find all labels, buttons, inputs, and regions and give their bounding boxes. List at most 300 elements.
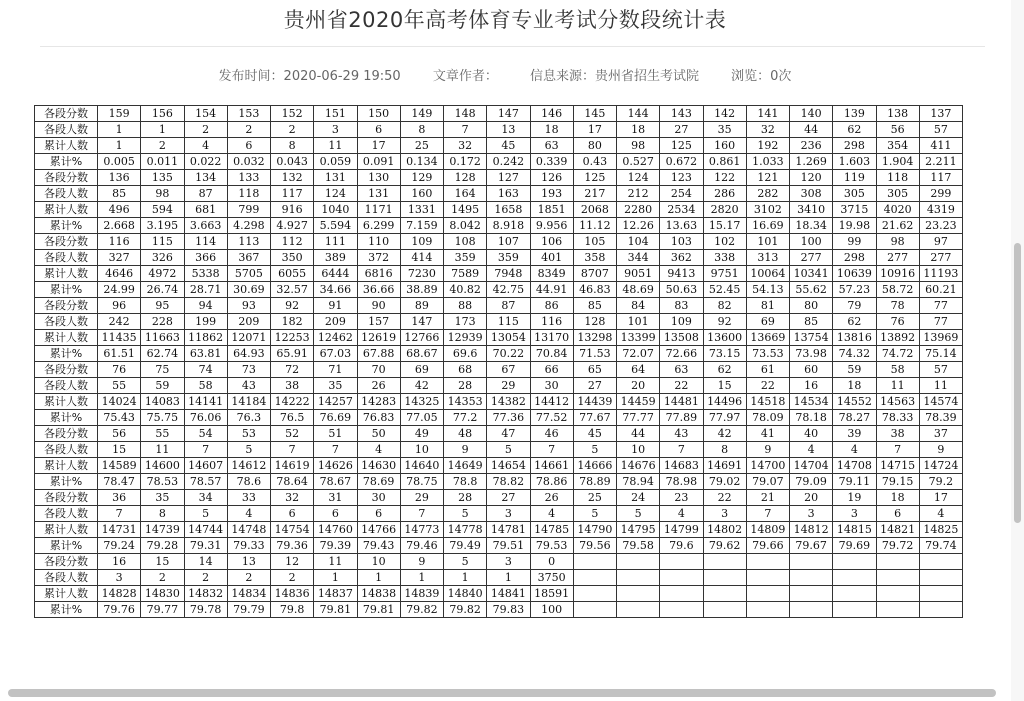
table-cell: 21 [746,490,789,506]
table-cell: 29 [487,378,530,394]
table-cell: 0.339 [530,154,573,170]
table-cell: 32 [444,138,487,154]
table-cell: 14773 [400,522,443,538]
table-cell: 79.74 [919,538,962,554]
table-cell: 3 [790,506,833,522]
table-cell: 681 [184,202,227,218]
table-cell: 0.043 [271,154,314,170]
table-cell: 254 [660,186,703,202]
table-cell: 313 [746,250,789,266]
table-cell: 77.97 [703,410,746,426]
table-cell: 8 [141,506,184,522]
table-cell: 163 [487,186,530,202]
table-cell: 298 [833,250,876,266]
row-label: 累计人数 [35,138,98,154]
table-cell: 67.03 [314,346,357,362]
table-cell: 72 [271,362,314,378]
table-cell: 39 [833,426,876,442]
table-cell: 61 [746,362,789,378]
table-cell: 6 [314,506,357,522]
table-cell: 12071 [227,330,270,346]
table-cell: 14325 [400,394,443,410]
table-cell: 144 [617,106,660,122]
table-cell: 92 [271,298,314,314]
score-row [35,298,963,314]
table-cell [573,554,616,570]
table-cell: 77.52 [530,410,573,426]
table-cell: 13600 [703,330,746,346]
table-cell: 14563 [876,394,919,410]
table-cell: 13969 [919,330,962,346]
table-cell: 2 [141,570,184,586]
table-cell: 14649 [444,458,487,474]
table-cell: 157 [357,314,400,330]
table-cell: 11435 [98,330,141,346]
table-cell: 22 [660,378,703,394]
table-cell: 99 [833,234,876,250]
table-cell: 81 [746,298,789,314]
table-cell: 109 [400,234,443,250]
table-cell: 20 [617,378,660,394]
table-cell: 19 [833,490,876,506]
table-cell: 116 [98,234,141,250]
table-cell: 1 [141,122,184,138]
table-cell: 13 [487,122,530,138]
table-cell: 98 [141,186,184,202]
horizontal-scrollbar[interactable] [8,689,996,697]
table-cell: 12462 [314,330,357,346]
table-cell: 153 [227,106,270,122]
table-cell: 151 [314,106,357,122]
table-cell: 152 [271,106,314,122]
info-source: 信息来源：贵州省招生考试院 [530,69,700,84]
table-cell: 228 [141,314,184,330]
table-cell [876,554,919,570]
table-cell: 14724 [919,458,962,474]
row-label: 各段人数 [35,250,98,266]
table-cell: 54.13 [746,282,789,298]
table-cell: 10 [617,442,660,458]
table-cell: 0.032 [227,154,270,170]
table-cell: 42 [400,378,443,394]
table-cell: 79.46 [400,538,443,554]
table-cell: 79.07 [746,474,789,490]
table-cell: 35 [703,122,746,138]
table-cell: 88 [444,298,487,314]
table-cell: 80 [790,298,833,314]
table-cell: 4.298 [227,218,270,234]
table-cell: 124 [314,186,357,202]
table-cell: 4 [660,506,703,522]
table-cell: 79.02 [703,474,746,490]
table-cell: 148 [444,106,487,122]
table-cell: 14828 [98,586,141,602]
table-cell: 78.75 [400,474,443,490]
table-cell: 1 [400,570,443,586]
table-cell: 98 [617,138,660,154]
row-label: 累计% [35,282,98,298]
table-cell: 9 [919,442,962,458]
table-cell: 62 [703,362,746,378]
table-cell: 79.36 [271,538,314,554]
table-cell: 13508 [660,330,703,346]
table-cell: 156 [141,106,184,122]
table-cell: 4020 [876,202,919,218]
table-cell [919,554,962,570]
table-cell: 105 [573,234,616,250]
table-cell: 147 [487,106,530,122]
table-cell: 78.18 [790,410,833,426]
table-cell: 7 [98,506,141,522]
table-cell: 111 [314,234,357,250]
table-cell: 87 [487,298,530,314]
table-cell: 9.956 [530,218,573,234]
percent-row [35,218,963,234]
table-cell: 77.36 [487,410,530,426]
table-cell: 26 [357,378,400,394]
table-cell: 14574 [919,394,962,410]
table-cell: 8.042 [444,218,487,234]
count-row [35,122,963,138]
table-cell: 78.39 [919,410,962,426]
table-cell: 61.51 [98,346,141,362]
table-cell: 182 [271,314,314,330]
count-row [35,378,963,394]
table-cell: 9751 [703,266,746,282]
table-cell: 12766 [400,330,443,346]
table-cell: 3715 [833,202,876,218]
table-cell: 6816 [357,266,400,282]
row-label: 各段人数 [35,442,98,458]
table-cell [660,602,703,618]
table-cell: 42.75 [487,282,530,298]
table-cell: 50.63 [660,282,703,298]
table-cell: 199 [184,314,227,330]
row-label: 累计人数 [35,202,98,218]
table-cell: 9413 [660,266,703,282]
table-cell: 77 [919,314,962,330]
table-cell: 52.45 [703,282,746,298]
table-cell: 2280 [617,202,660,218]
table-cell: 799 [227,202,270,218]
table-cell: 0.011 [141,154,184,170]
table-cell: 3 [487,554,530,570]
table-cell: 916 [271,202,314,218]
table-cell: 59 [833,362,876,378]
table-cell: 95 [141,298,184,314]
table-cell: 91 [314,298,357,314]
table-cell: 58 [876,362,919,378]
table-cell: 139 [833,106,876,122]
table-cell: 6 [876,506,919,522]
table-cell: 1040 [314,202,357,218]
table-cell: 20 [790,490,833,506]
table-cell [919,586,962,602]
table-cell: 58 [184,378,227,394]
table-cell: 14654 [487,458,530,474]
table-cell: 46.83 [573,282,616,298]
table-cell: 106 [530,234,573,250]
table-cell [790,602,833,618]
table-cell: 282 [746,186,789,202]
table-cell: 78.64 [271,474,314,490]
table-cell: 11 [314,554,357,570]
table-cell: 119 [833,170,876,186]
table-cell: 0.861 [703,154,746,170]
table-cell: 15 [98,442,141,458]
table-cell: 140 [790,106,833,122]
cumulative-row [35,202,963,218]
table-cell: 305 [833,186,876,202]
table-cell: 8.918 [487,218,530,234]
table-cell: 4 [919,506,962,522]
score-row [35,554,963,570]
table-cell [833,586,876,602]
table-cell: 13054 [487,330,530,346]
table-cell: 73 [227,362,270,378]
table-cell: 79.81 [314,602,357,618]
score-row [35,426,963,442]
table-cell: 86 [530,298,573,314]
table-cell: 79.62 [703,538,746,554]
table-cell: 14708 [833,458,876,474]
table-cell: 138 [876,106,919,122]
table-cell: 123 [660,170,703,186]
table-cell: 14412 [530,394,573,410]
table-cell: 13 [227,554,270,570]
table-cell: 79.8 [271,602,314,618]
table-cell: 116 [530,314,573,330]
row-label: 各段分数 [35,490,98,506]
table-cell: 1 [487,570,530,586]
table-cell [703,586,746,602]
count-row [35,250,963,266]
table-cell: 5 [573,506,616,522]
table-cell: 75 [141,362,184,378]
table-cell: 78.69 [357,474,400,490]
table-cell: 117 [271,186,314,202]
row-label: 各段分数 [35,426,98,442]
table-cell: 112 [271,234,314,250]
table-cell: 14630 [357,458,400,474]
table-cell: 79.49 [444,538,487,554]
table-cell: 7 [184,442,227,458]
table-cell: 79.67 [790,538,833,554]
table-cell [617,554,660,570]
table-cell: 11.12 [573,218,616,234]
table-cell: 1 [314,570,357,586]
table-cell: 7 [444,122,487,138]
table-cell: 0.527 [617,154,660,170]
table-cell: 150 [357,106,400,122]
row-label: 累计人数 [35,586,98,602]
table-cell: 2 [184,122,227,138]
table-cell: 15 [141,554,184,570]
table-cell [746,586,789,602]
table-cell: 74 [184,362,227,378]
table-cell: 10639 [833,266,876,282]
table-cell: 63 [660,362,703,378]
table-cell: 242 [98,314,141,330]
table-cell: 36 [98,490,141,506]
table-cell: 16 [790,378,833,394]
table-cell [833,554,876,570]
table-cell [617,602,660,618]
table-cell: 1495 [444,202,487,218]
table-cell: 73.53 [746,346,789,362]
table-cell: 14184 [227,394,270,410]
table-cell: 0.005 [98,154,141,170]
table-cell [573,586,616,602]
table-cell: 49 [400,426,443,442]
table-cell: 21.62 [876,218,919,234]
table-cell: 35 [141,490,184,506]
table-cell: 94 [184,298,227,314]
table-cell: 2 [227,570,270,586]
table-cell: 32 [271,490,314,506]
table-cell [876,570,919,586]
table-cell: 160 [400,186,443,202]
table-cell: 9051 [617,266,660,282]
table-cell: 5 [444,554,487,570]
table-cell: 79.39 [314,538,357,554]
table-cell: 66 [530,362,573,378]
table-cell: 160 [703,138,746,154]
table-cell: 104 [617,234,660,250]
table-cell: 44.91 [530,282,573,298]
table-cell: 14836 [271,586,314,602]
percent-row [35,154,963,170]
table-cell: 14830 [141,586,184,602]
table-cell: 30 [357,490,400,506]
table-cell: 26 [530,490,573,506]
table-cell: 14812 [790,522,833,538]
table-cell: 6 [357,506,400,522]
table-cell: 14552 [833,394,876,410]
table-cell: 2 [141,138,184,154]
table-cell: 62.74 [141,346,184,362]
table-cell: 4 [530,506,573,522]
table-cell: 13399 [617,330,660,346]
table-cell: 78.8 [444,474,487,490]
table-cell: 22 [703,490,746,506]
table-cell: 14739 [141,522,184,538]
table-cell: 14257 [314,394,357,410]
table-cell: 8707 [573,266,616,282]
table-cell: 14691 [703,458,746,474]
table-cell: 65.91 [271,346,314,362]
table-cell: 125 [660,138,703,154]
table-cell: 113 [227,234,270,250]
table-cell: 305 [876,186,919,202]
table-cell: 14534 [790,394,833,410]
table-cell: 79.28 [141,538,184,554]
table-cell: 62 [833,314,876,330]
table-cell: 60.21 [919,282,962,298]
table-cell: 76.5 [271,410,314,426]
table-cell: 367 [227,250,270,266]
table-cell: 10341 [790,266,833,282]
table-cell: 71 [314,362,357,378]
table-cell: 359 [444,250,487,266]
cumulative-row [35,394,963,410]
table-cell: 44 [790,122,833,138]
table-cell: 79.79 [227,602,270,618]
table-cell: 97 [919,234,962,250]
table-cell: 78.67 [314,474,357,490]
score-row [35,490,963,506]
table-cell: 77.2 [444,410,487,426]
table-cell: 24 [617,490,660,506]
table-cell: 40 [790,426,833,442]
row-label: 各段人数 [35,314,98,330]
table-cell: 11193 [919,266,962,282]
table-cell: 79.33 [227,538,270,554]
table-cell: 354 [876,138,919,154]
table-cell: 10 [357,554,400,570]
table-cell: 7 [660,442,703,458]
table-cell: 79.11 [833,474,876,490]
table-cell: 30.69 [227,282,270,298]
table-cell: 41 [746,426,789,442]
table-cell: 4319 [919,202,962,218]
table-cell: 8 [703,442,746,458]
table-cell: 6444 [314,266,357,282]
table-cell: 32.57 [271,282,314,298]
table-cell: 27 [487,490,530,506]
table-cell: 100 [530,602,573,618]
table-cell: 6 [227,138,270,154]
table-cell: 13754 [790,330,833,346]
table-cell: 1171 [357,202,400,218]
table-cell: 4 [357,442,400,458]
row-label: 累计人数 [35,330,98,346]
table-cell: 44 [617,426,660,442]
table-cell: 78.09 [746,410,789,426]
table-cell: 14661 [530,458,573,474]
table-cell: 149 [400,106,443,122]
row-label: 累计% [35,474,98,490]
table-cell: 14024 [98,394,141,410]
table-cell: 59 [141,378,184,394]
table-cell: 79.31 [184,538,227,554]
table-cell: 3 [487,506,530,522]
table-cell: 79.82 [444,602,487,618]
table-cell: 77.77 [617,410,660,426]
vertical-scrollbar-thumb[interactable] [1014,243,1021,523]
table-cell: 26.74 [141,282,184,298]
table-cell: 76.06 [184,410,227,426]
table-cell: 78.57 [184,474,227,490]
table-cell [617,570,660,586]
table-cell: 3.195 [141,218,184,234]
table-cell: 30 [530,378,573,394]
table-cell: 56 [876,122,919,138]
table-cell: 212 [617,186,660,202]
publish-time: 发布时间：2020-06-29 19:50 [218,69,401,84]
table-cell: 43 [660,426,703,442]
table-cell [660,554,703,570]
table-cell: 344 [617,250,660,266]
score-distribution-table [34,105,963,618]
table-cell: 0.091 [357,154,400,170]
table-cell: 14840 [444,586,487,602]
table-cell: 110 [357,234,400,250]
table-cell: 79.2 [919,474,962,490]
count-row [35,570,963,586]
table-cell: 14837 [314,586,357,602]
table-cell: 236 [790,138,833,154]
